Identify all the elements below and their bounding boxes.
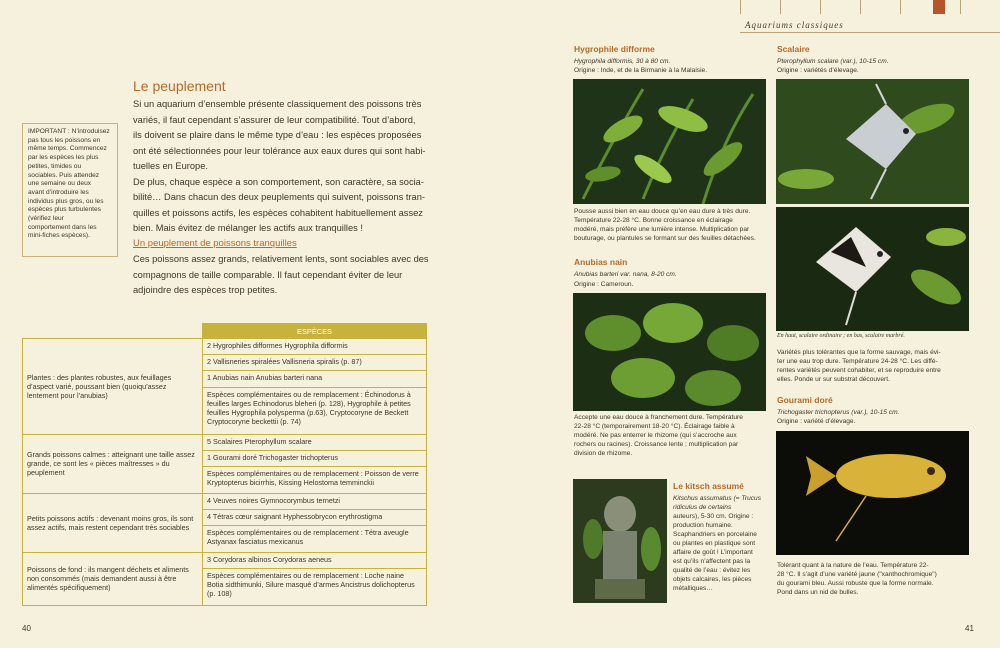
scalaire-marbled-photo bbox=[776, 207, 969, 331]
anubias-title: Anubias nain bbox=[574, 257, 628, 267]
table-cell: Espèces complémentaires ou de remplacement : Loche naine Botia sidthimunki, Silure masqué d’armes Ancistrus dolichopterus (p. 108) bbox=[203, 568, 427, 605]
running-head-rule bbox=[740, 32, 1000, 33]
subsection-paragraph: Ces poissons assez grands, relativement lents, sont sociables avec des compagnons de taille comparable. Il faut cependant éviter de leur adjoindre des espèces trop petites. bbox=[133, 254, 429, 295]
group-label-large-fish: Grands poissons calmes : atteignant une taille assez grande, ce sont les « pièces maîtresses » du peuplement bbox=[23, 434, 203, 493]
scalaire-photo-caption: En haut, scalaire ordinaire ; en bas, scalaire marbré. bbox=[777, 333, 905, 339]
section-title: Le peuplement bbox=[133, 78, 226, 94]
table-cell: Espèces complémentaires ou de remplacement : Échinodorus à feuilles larges Echinodorus bleheri (p. 128), Hygrophile à petites feuilles Hygrophila polysperma (p.63), Cryptocoryne de Beckett Cryptocoryne beckettii (p. 74) bbox=[203, 387, 427, 434]
kitsch-photo bbox=[573, 479, 667, 603]
running-head: Aquariums classiques bbox=[745, 20, 844, 30]
table-cell: 2 Hygrophiles difformes Hygrophila difformis bbox=[203, 339, 427, 355]
table-cell: Espèces complémentaires ou de remplacement : Poisson de verre Kryptopterus bicirrhis, Kissing Helostoma temminckii bbox=[203, 467, 427, 494]
anubias-caption: Accepte une eau douce à franchement dure. Température 22-28 °C (temporairement 18-20 °C). Éclairage faible à modéré. Ne pas enterrer le rhizome (qui s’accroche aux rochers ou racines). Croissance lente ; multiplication par division de rhizome. bbox=[574, 414, 743, 457]
table-cell: Espèces complémentaires ou de remplacement : Tétra aveugle Astyanax fasciatus mexicanus bbox=[203, 526, 427, 553]
table-cell: 4 Veuves noires Gymnocorymbus ternetzi bbox=[203, 493, 427, 509]
table-row bbox=[23, 552, 427, 568]
table-cell: 1 Gourami doré Trichogaster trichopterus bbox=[203, 451, 427, 467]
scalaire-photo bbox=[776, 79, 969, 204]
header-accent-block bbox=[933, 0, 945, 14]
species-table bbox=[22, 323, 427, 606]
table-cell: 3 Corydoras albinos Corydoras aeneus bbox=[203, 552, 427, 568]
scalaire-origin: Origine : variétés d’élevage. bbox=[777, 67, 859, 74]
intro-paragraph: Si un aquarium d’ensemble présente classiquement des poissons très variés, il faut cependant s’assurer de leur compatibilité. Tout d’abord, ils doivent se plaire dans le même type d’eau : les espèces proposées ont été sélectionnées pour leur tolérance aux eaux dures qui sont habi- tuelles en Europe. De plus, chaque espèce a son comportement, son caractère, sa socia- bilité… Dans chacun des deux peuplements qui suivent, poissons tran- quilles et poissons actifs, les espèces cohabitent habituellement assez bien. Mais évitez de mélanger les actifs aux tranquilles ! bbox=[133, 99, 426, 233]
kitsch-text: Kitschus assumatus (= Trucus ridiculus de certains auteurs), 5-30 cm. Origine : production humaine. Scaphandriers en porcelaine ou plantes en plastique sont affaire de goût ! L’important est qu’ils n’affectent pas la qualité de l’eau : évitez les objets calcaires, les pièces métalliques… bbox=[673, 495, 762, 592]
hygrophila-origin: Origine : Inde, et de la Birmanie à la Malaisie. bbox=[574, 67, 708, 74]
table-cell: 2 Vallisneries spiralées Vallisneria spiralis (p. 87) bbox=[203, 355, 427, 371]
table-cell: 5 Scalaires Pterophyllum scalare bbox=[203, 434, 427, 450]
subsection-title: Un peuplement de poissons tranquilles bbox=[133, 238, 297, 249]
group-label-small-fish: Petits poissons actifs : devenant moins gros, ils sont assez actifs, mais restent cependant très sociables bbox=[23, 493, 203, 552]
header-grid-decoration bbox=[740, 0, 1000, 14]
group-label-plants: Plantes : des plantes robustes, aux feuillages d’aspect varié, poussant bien (quoiqu’assez lentement pour l’anubias) bbox=[23, 339, 203, 435]
gourami-latin: Trichogaster trichopterus (var.), 10-15 cm. bbox=[777, 409, 900, 416]
hygrophila-latin: Hygrophila difformis, 30 à 80 cm. bbox=[574, 58, 671, 65]
table-cell: 1 Anubias nain Anubias barteri nana bbox=[203, 371, 427, 387]
scalaire-text: Variétés plus tolérantes que la forme sauvage, mais évi- ter une eau trop dure. Température 24-28 °C. Les diffé- rentes variétés peuvent cohabiter, et se reproduire entre elles. Ponde ur sur substrat découvert. bbox=[777, 349, 941, 383]
scalaire-title: Scalaire bbox=[777, 44, 810, 54]
gourami-caption: Tolérant quant à la nature de l’eau. Température 22- 28 °C. Il s’agit d’une variété jaune ("xanthochromique") du gourami bleu. Aussi robuste que la forme normale. Pond dans un nid de bulles. bbox=[777, 562, 937, 596]
gourami-photo bbox=[776, 431, 969, 555]
table-row bbox=[23, 339, 427, 355]
table-header: ESPÈCES bbox=[203, 324, 427, 339]
hygrophila-title: Hygrophile difforme bbox=[574, 44, 655, 54]
table-cell: 4 Tétras cœur saignant Hyphessobrycon erythrostigma bbox=[203, 509, 427, 525]
group-label-bottom-fish: Poissons de fond : ils mangent déchets et aliments non consommés (mais demandent aussi à être alimentés spécifiquement) bbox=[23, 552, 203, 605]
hygrophila-photo bbox=[573, 79, 766, 204]
table-row bbox=[23, 493, 427, 509]
kitsch-title: Le kitsch assumé bbox=[673, 481, 744, 491]
gourami-origin: Origine : variété d’élevage. bbox=[777, 418, 856, 425]
gourami-title: Gourami doré bbox=[777, 395, 833, 405]
anubias-origin: Origine : Cameroun. bbox=[574, 281, 634, 288]
page-number-left: 40 bbox=[22, 624, 31, 633]
anubias-photo bbox=[573, 293, 766, 411]
important-note: IMPORTANT : N’introduisez pas tous les poissons en même temps. Commencez par les espèces les plus petites, timides ou sociables. Puis attendez une semaine ou deux avant d’introduire les individus plus gros, ou les espèces plus turbulentes (vérifiez leur comportement dans les mini-fiches espèces). bbox=[22, 123, 118, 257]
scalaire-latin: Pterophyllum scalare (var.), 10-15 cm. bbox=[777, 58, 889, 65]
anubias-latin: Anubias barteri var. nana, 8-20 cm. bbox=[574, 271, 677, 278]
table-row bbox=[23, 434, 427, 450]
hygrophila-caption: Pousse aussi bien en eau douce qu’en eau dure à très dure. Température 22-28 °C. Bonne croissance en éclairage modéré, mais préfère une lumière intense. Multiplication par bouturage, ou plantules se formant sur des feuilles détachées. bbox=[574, 208, 756, 242]
page-number-right: 41 bbox=[965, 624, 974, 633]
